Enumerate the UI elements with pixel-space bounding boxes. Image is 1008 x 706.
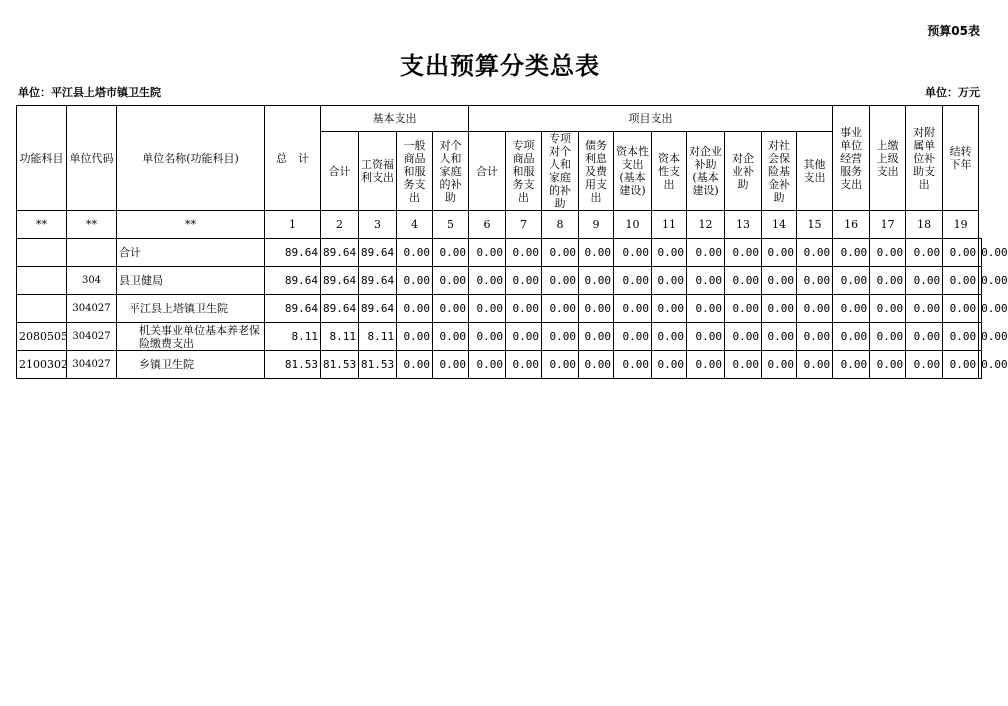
amount-cell: 0.00 [725, 351, 762, 379]
amount-cell: 0.00 [469, 295, 506, 323]
column-index-cell: 17 [870, 211, 906, 239]
amount-cell: 89.64 [321, 267, 359, 295]
header-project-col: 专项商品和服务支出 [506, 132, 542, 211]
amount-cell: 0.00 [833, 267, 870, 295]
amount-cell: 0.00 [397, 323, 433, 351]
amount-cell: 0.00 [870, 323, 906, 351]
budget-table [16, 105, 1008, 379]
column-index-cell: ** [117, 211, 265, 239]
column-index-cell: ** [67, 211, 117, 239]
amount-cell: 0.00 [579, 351, 614, 379]
amount-cell: 0.00 [725, 267, 762, 295]
amount-cell: 0.00 [870, 351, 906, 379]
column-index-cell: 13 [725, 211, 762, 239]
header-project-col: 资本性支出(基本建设) [614, 132, 652, 211]
amount-cell: 0.00 [506, 267, 542, 295]
amount-cell: 89.64 [265, 267, 321, 295]
amount-cell: 0.00 [833, 295, 870, 323]
amount-cell: 0.00 [506, 239, 542, 267]
header-basic-group: 基本支出 [321, 106, 469, 132]
amount-cell: 81.53 [359, 351, 397, 379]
amount-cell: 89.64 [359, 267, 397, 295]
header-other-col: 事业单位经营服务支出 [833, 106, 870, 211]
amount-cell: 0.00 [797, 239, 833, 267]
amount-cell: 0.00 [652, 267, 687, 295]
column-index-cell: 11 [652, 211, 687, 239]
amount-cell: 0.00 [614, 295, 652, 323]
unit-name-cell: 机关事业单位基本养老保险缴费支出 [117, 323, 265, 351]
amount-cell: 0.00 [433, 351, 469, 379]
amount-cell: 0.00 [762, 323, 797, 351]
amount-cell: 0.00 [579, 323, 614, 351]
amount-cell: 8.11 [359, 323, 397, 351]
column-index-cell: ** [17, 211, 67, 239]
unit-code-cell [67, 239, 117, 267]
unit-name-cell: 合计 [117, 239, 265, 267]
table-body [17, 239, 1008, 379]
amount-cell: 0.00 [943, 351, 979, 379]
amount-cell: 0.00 [469, 351, 506, 379]
amount-cell: 0.00 [614, 239, 652, 267]
unit-name-cell: 县卫健局 [117, 267, 265, 295]
amount-cell: 0.00 [614, 267, 652, 295]
unit-code-cell: 304027 [67, 351, 117, 379]
amount-cell: 0.00 [687, 295, 725, 323]
amount-cell: 0.00 [906, 351, 943, 379]
amount-cell: 0.00 [579, 295, 614, 323]
amount-cell: 0.00 [687, 351, 725, 379]
amount-cell: 89.64 [359, 295, 397, 323]
header-unit-name: 单位名称(功能科目) [117, 106, 265, 211]
amount-cell: 0.00 [833, 351, 870, 379]
amount-cell: 0.00 [614, 323, 652, 351]
amount-cell: 0.00 [542, 295, 579, 323]
amount-cell: 0.00 [397, 267, 433, 295]
amount-cell: 0.00 [469, 267, 506, 295]
amount-cell: 0.00 [797, 351, 833, 379]
table-row [17, 351, 982, 379]
unit-name-cell: 平江县上塔镇卫生院 [117, 295, 265, 323]
amount-cell: 0.00 [687, 267, 725, 295]
unit-code-cell: 304027 [67, 295, 117, 323]
amount-cell: 0.00 [979, 239, 982, 267]
amount-cell: 0.00 [762, 267, 797, 295]
header-project-col: 对企业补助 [725, 132, 762, 211]
unit-name-cell: 乡镇卫生院 [117, 351, 265, 379]
amount-cell: 81.53 [321, 351, 359, 379]
amount-cell: 0.00 [797, 295, 833, 323]
amount-cell: 89.64 [321, 295, 359, 323]
amount-cell: 0.00 [506, 323, 542, 351]
amount-cell: 0.00 [979, 295, 982, 323]
currency-unit-label: 单位：万元 [925, 86, 980, 99]
header-project-col: 合计 [469, 132, 506, 211]
amount-cell: 0.00 [797, 323, 833, 351]
header-unit-code: 单位代码 [67, 106, 117, 211]
func-subject-cell [17, 267, 67, 295]
amount-cell: 0.00 [906, 239, 943, 267]
amount-cell: 0.00 [943, 267, 979, 295]
column-index-cell: 1 [265, 211, 321, 239]
column-index-cell: 14 [762, 211, 797, 239]
amount-cell: 0.00 [433, 323, 469, 351]
amount-cell: 81.53 [265, 351, 321, 379]
amount-cell: 0.00 [979, 351, 982, 379]
amount-cell: 0.00 [579, 239, 614, 267]
amount-cell: 0.00 [506, 295, 542, 323]
amount-cell: 0.00 [397, 295, 433, 323]
amount-cell: 0.00 [762, 295, 797, 323]
amount-cell: 0.00 [833, 323, 870, 351]
amount-cell: 8.11 [321, 323, 359, 351]
amount-cell: 0.00 [943, 323, 979, 351]
amount-cell: 0.00 [652, 323, 687, 351]
header-basic-col: 一般商品和服务支出 [397, 132, 433, 211]
column-index-cell: 9 [579, 211, 614, 239]
column-index-cell: 2 [321, 211, 359, 239]
amount-cell: 0.00 [870, 295, 906, 323]
amount-cell: 0.00 [943, 295, 979, 323]
amount-cell: 0.00 [614, 351, 652, 379]
header-basic-col: 工资福利支出 [359, 132, 397, 211]
header-other-col: 对附属单位补助支出 [906, 106, 943, 211]
unit-code-cell: 304 [67, 267, 117, 295]
header-project-col: 专项对个人和家庭的补助 [542, 132, 579, 211]
amount-cell: 0.00 [870, 239, 906, 267]
table-row [17, 267, 982, 295]
column-index-cell: 8 [542, 211, 579, 239]
amount-cell: 0.00 [943, 239, 979, 267]
table-row [17, 239, 982, 267]
unit-name-label: 单位：平江县上塔市镇卫生院 [18, 86, 161, 99]
header-other-col: 上缴上级支出 [870, 106, 906, 211]
amount-cell: 0.00 [762, 351, 797, 379]
header-total: 总 计 [265, 106, 321, 211]
amount-cell: 0.00 [542, 351, 579, 379]
column-index-cell: 15 [797, 211, 833, 239]
amount-cell: 89.64 [359, 239, 397, 267]
header-func-subject: 功能科目 [17, 106, 67, 211]
amount-cell: 0.00 [725, 295, 762, 323]
amount-cell: 0.00 [433, 267, 469, 295]
amount-cell: 0.00 [469, 323, 506, 351]
amount-cell: 0.00 [652, 239, 687, 267]
amount-cell: 0.00 [979, 267, 982, 295]
amount-cell: 0.00 [725, 323, 762, 351]
func-subject-cell [17, 295, 67, 323]
header-project-col: 对社会保险基金补助 [762, 132, 797, 211]
column-index-row [17, 211, 982, 239]
amount-cell: 0.00 [870, 267, 906, 295]
amount-cell: 0.00 [652, 351, 687, 379]
func-subject-cell: 2100302 [17, 351, 67, 379]
column-index-cell: 10 [614, 211, 652, 239]
header-project-col: 对企业补助(基本建设) [687, 132, 725, 211]
header-basic-col: 合计 [321, 132, 359, 211]
amount-cell: 0.00 [762, 239, 797, 267]
amount-cell: 0.00 [979, 323, 982, 351]
amount-cell: 0.00 [906, 323, 943, 351]
amount-cell: 89.64 [265, 295, 321, 323]
column-index-cell: 12 [687, 211, 725, 239]
amount-cell: 0.00 [433, 239, 469, 267]
header-project-group: 项目支出 [469, 106, 833, 132]
column-index-cell: 18 [906, 211, 943, 239]
page-title: 支出预算分类总表 [400, 52, 600, 80]
amount-cell: 0.00 [469, 239, 506, 267]
amount-cell: 0.00 [397, 351, 433, 379]
amount-cell: 0.00 [687, 239, 725, 267]
column-index-cell: 5 [433, 211, 469, 239]
header-other-col: 结转下年 [943, 106, 979, 211]
amount-cell: 0.00 [652, 295, 687, 323]
header-project-col: 其他支出 [797, 132, 833, 211]
amount-cell: 0.00 [687, 323, 725, 351]
func-subject-cell [17, 239, 67, 267]
form-number: 预算05表 [927, 24, 980, 38]
amount-cell: 0.00 [797, 267, 833, 295]
amount-cell: 0.00 [397, 239, 433, 267]
header-project-col: 债务利息及费用支出 [579, 132, 614, 211]
column-index-cell: 16 [833, 211, 870, 239]
amount-cell: 89.64 [321, 239, 359, 267]
column-index-cell: 6 [469, 211, 506, 239]
column-index-cell: 4 [397, 211, 433, 239]
amount-cell: 0.00 [725, 239, 762, 267]
table-row [17, 323, 982, 351]
header-project-col: 资本性支出 [652, 132, 687, 211]
func-subject-cell: 2080505 [17, 323, 67, 351]
header-basic-col: 对个人和家庭的补助 [433, 132, 469, 211]
amount-cell: 0.00 [433, 295, 469, 323]
column-index-cell: 19 [943, 211, 979, 239]
amount-cell: 8.11 [265, 323, 321, 351]
column-index-cell: 3 [359, 211, 397, 239]
amount-cell: 0.00 [542, 239, 579, 267]
column-index-cell: 7 [506, 211, 542, 239]
amount-cell: 0.00 [542, 267, 579, 295]
amount-cell: 0.00 [506, 351, 542, 379]
amount-cell: 0.00 [833, 239, 870, 267]
amount-cell: 0.00 [906, 295, 943, 323]
table-row [17, 295, 982, 323]
amount-cell: 0.00 [906, 267, 943, 295]
unit-code-cell: 304027 [67, 323, 117, 351]
amount-cell: 0.00 [579, 267, 614, 295]
amount-cell: 0.00 [542, 323, 579, 351]
amount-cell: 89.64 [265, 239, 321, 267]
